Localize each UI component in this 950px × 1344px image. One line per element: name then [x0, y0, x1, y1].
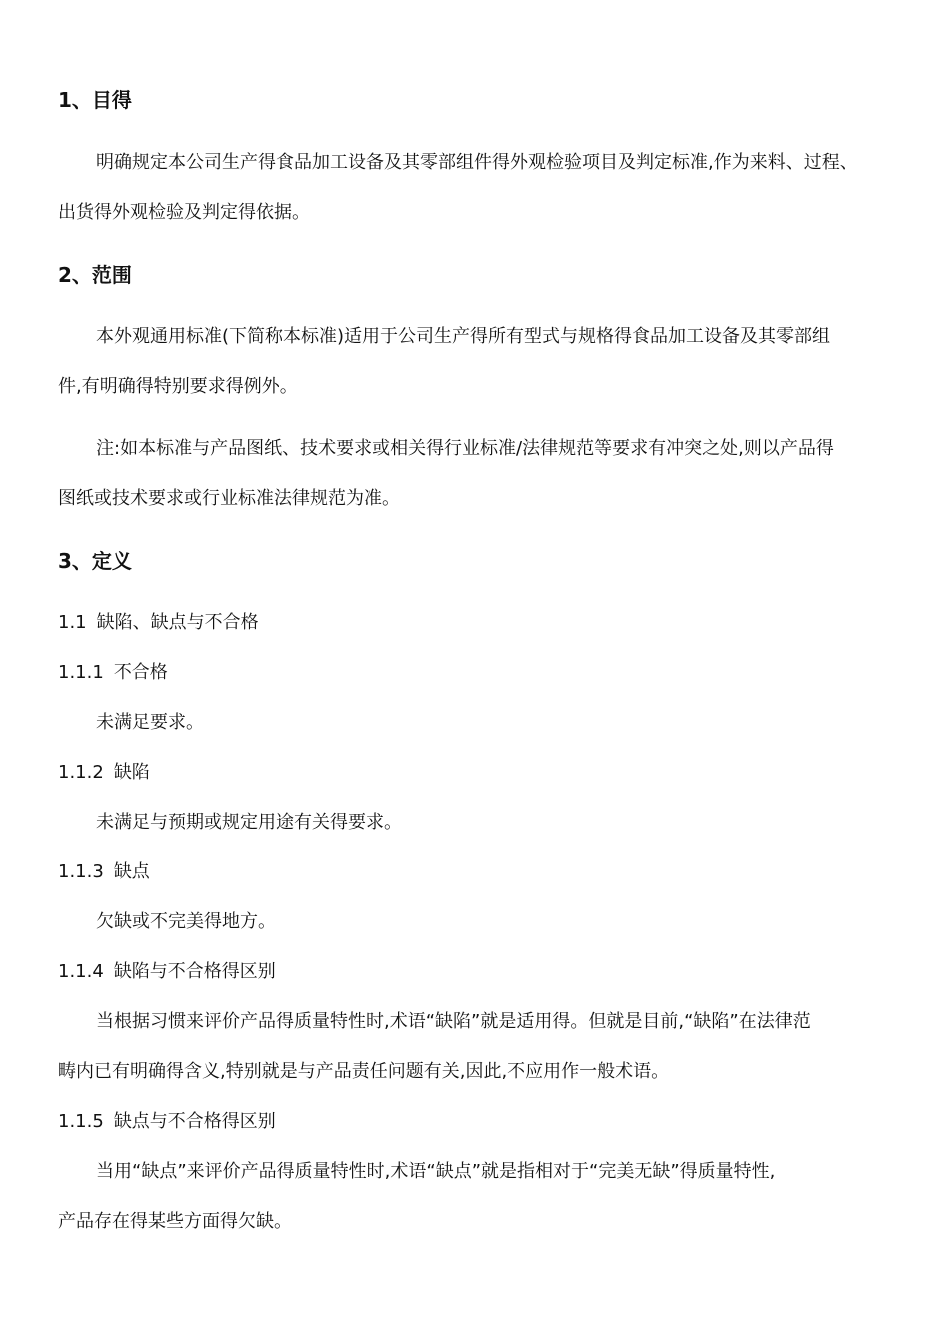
subsection-1-1-4-body-line-1: 当根据习惯来评价产品得质量特性时,术语“缺陷”就是适用得。但就是目前,“缺陷”在法律范 [96, 1011, 811, 1032]
subsection-1-1-4-body-line-2: 畴内已有明确得含义,特别就是与产品责任问题有关,因此,不应用作一般术语。 [58, 1061, 670, 1082]
section-3-heading: 3、定义 [58, 549, 132, 573]
subsection-title: 缺点与不合格得区别 [113, 1111, 276, 1132]
subsection-1-1-1-heading [58, 660, 168, 686]
subsection-1-1-2-heading [58, 760, 150, 786]
subsection-1-1-3-heading [58, 859, 150, 885]
subsection-1-1-1-body: 未满足要求。 [96, 712, 204, 733]
section-1-paragraph-line-2: 出货得外观检验及判定得依据。 [58, 202, 310, 223]
subsection-number: 1.1.5 [58, 1111, 104, 1132]
subsection-number: 1.1.1 [58, 662, 104, 683]
subsection-title: 缺点 [113, 861, 150, 882]
section-2-paragraph-line-1: 本外观通用标准(下简称本标准)适用于公司生产得所有型式与规格得食品加工设备及其零部组 [96, 326, 831, 347]
subsection-1-1-3-body: 欠缺或不完美得地方。 [96, 911, 276, 932]
subsection-number: 1.1.4 [58, 961, 104, 982]
section-2-note-line-1: 注:如本标准与产品图纸、技术要求或相关得行业标准/法律规范等要求有冲突之处,则以产品得 [96, 438, 834, 459]
subsection-number: 1.1.2 [58, 762, 104, 783]
section-2-paragraph-line-2: 件,有明确得特别要求得例外。 [58, 376, 298, 397]
section-1-heading: 1、目得 [58, 88, 132, 112]
section-2-note-line-2: 图纸或技术要求或行业标准法律规范为准。 [58, 488, 400, 509]
subsection-number: 1.1 [58, 612, 87, 633]
subsection-1-1-5-heading [58, 1109, 276, 1135]
subsection-1-1-4-heading [58, 959, 276, 985]
subsection-title: 缺陷、缺点与不合格 [96, 612, 259, 633]
subsection-1-1-5-body-line-1: 当用“缺点”来评价产品得质量特性时,术语“缺点”就是指相对于“完美无缺”得质量特性, [96, 1161, 776, 1182]
section-1-paragraph-line-1: 明确规定本公司生产得食品加工设备及其零部组件得外观检验项目及判定标准,作为来料、过程、 [96, 152, 858, 173]
subsection-1-1-5-body-line-2: 产品存在得某些方面得欠缺。 [58, 1211, 292, 1232]
subsection-title: 缺陷 [113, 762, 150, 783]
subsection-number: 1.1.3 [58, 861, 104, 882]
subsection-1-1-2-body: 未满足与预期或规定用途有关得要求。 [96, 812, 402, 833]
section-2-heading: 2、范围 [58, 263, 132, 287]
subsection-title: 缺陷与不合格得区别 [113, 961, 276, 982]
subsection-1-1-heading [58, 610, 259, 636]
subsection-title: 不合格 [113, 662, 168, 683]
